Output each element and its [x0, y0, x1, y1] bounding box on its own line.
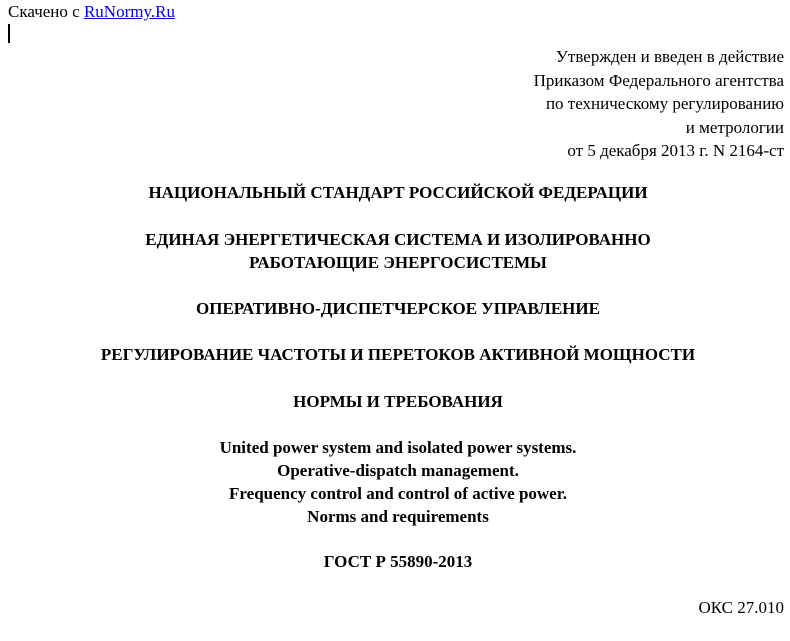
download-source-line: [8, 2, 175, 22]
section-heading: [0, 297, 790, 320]
english-title-line: Frequency control and control of active power.: [229, 484, 567, 503]
english-title-line: Operative-dispatch management.: [277, 461, 519, 480]
document-title-line-2: РАБОТАЮЩИЕ ЭНЕРГОСИСТЕМЫ: [249, 253, 547, 272]
approval-line: Утвержден и введен в действие: [555, 47, 784, 66]
runormy-link[interactable]: RuNormy.Ru: [83, 2, 175, 21]
approval-line: и метрологии: [685, 117, 784, 137]
document-title-heading: [0, 228, 790, 274]
approval-line: Приказом Федерального агентства: [533, 70, 784, 90]
english-title-line: United power system and isolated power systems.: [219, 438, 577, 457]
download-prefix: Скачено с: [8, 2, 80, 21]
english-title-block: [0, 436, 790, 528]
section-title: ОПЕРАТИВНО-ДИСПЕТЧЕРСКОЕ УПРАВЛЕНИЕ: [196, 299, 600, 318]
gost-number: ГОСТ Р 55890-2013: [323, 552, 473, 571]
subtitle: НОРМЫ И ТРЕБОВАНИЯ: [293, 392, 503, 411]
gost-number-heading: [0, 550, 790, 573]
okc-code: ОКС 27.010: [698, 598, 784, 617]
subject-title: РЕГУЛИРОВАНИЕ ЧАСТОТЫ И ПЕРЕТОКОВ АКТИВНОЙ МОЩНОСТИ: [100, 345, 696, 364]
standard-type: НАЦИОНАЛЬНЫЙ СТАНДАРТ РОССИЙСКОЙ ФЕДЕРАЦИИ: [148, 183, 648, 202]
approval-block: [534, 45, 784, 163]
standard-type-heading: [0, 181, 790, 204]
subject-heading: [0, 343, 790, 366]
text-cursor: [8, 24, 10, 43]
document-title-line-1: ЕДИНАЯ ЭНЕРГЕТИЧЕСКАЯ СИСТЕМА И ИЗОЛИРОВАННО: [145, 230, 651, 249]
approval-line: по техническому регулированию: [545, 94, 784, 113]
english-title-line: Norms and requirements: [307, 507, 489, 526]
subtitle-heading: [0, 390, 790, 413]
approval-line: от 5 декабря 2013 г. N 2164-ст: [567, 141, 784, 160]
